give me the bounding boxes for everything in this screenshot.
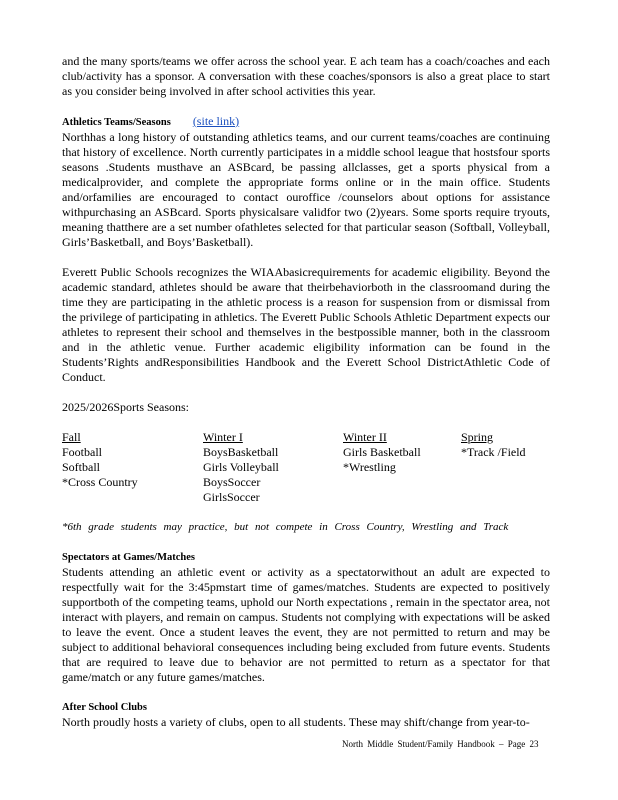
season-column-fall bbox=[62, 430, 203, 505]
sports-seasons-table bbox=[62, 430, 550, 505]
sport-item: Softball bbox=[62, 460, 100, 474]
spectators-heading: Spectators at Games/Matches bbox=[62, 552, 195, 563]
season-column-winter-2 bbox=[343, 430, 461, 505]
sport-item: *Wrestling bbox=[343, 460, 396, 474]
clubs-paragraph: North proudly hosts a variety of clubs, open to all students. These may shift/change from year-to- bbox=[62, 715, 530, 729]
sports-seasons-title: 2025/2026Sports Seasons: bbox=[62, 400, 190, 414]
handbook-page bbox=[62, 54, 550, 730]
athletics-site-link[interactable]: (site link) bbox=[192, 114, 240, 128]
season-name: Winter II bbox=[343, 430, 387, 444]
sixth-grade-note: *6th grade students may practice, but not compete in Cross Country, Wrestling and Track bbox=[62, 521, 509, 533]
sport-item: GirlsSoccer bbox=[203, 490, 260, 504]
sport-item: Girls Basketball bbox=[343, 445, 421, 459]
season-name: Spring bbox=[461, 430, 494, 444]
sport-item: Girls Volleyball bbox=[203, 460, 279, 474]
sport-item: Football bbox=[62, 445, 103, 459]
page-footer: North Middle Student/Family Handbook – Page 23 bbox=[342, 739, 539, 749]
sport-item: BoysSoccer bbox=[203, 475, 261, 489]
season-name: Winter I bbox=[203, 430, 243, 444]
season-column-winter-1 bbox=[203, 430, 343, 505]
sport-item: *Cross Country bbox=[62, 475, 138, 489]
athletics-heading: Athletics Teams/Seasons bbox=[62, 117, 171, 128]
athletics-heading-row bbox=[62, 114, 550, 130]
sport-item: BoysBasketball bbox=[203, 445, 279, 459]
sport-item: *Track /Field bbox=[461, 445, 526, 459]
spectators-paragraph: Students attending an athletic event or activity as a spectatorwithout an adult are expected to respectfully wait for the 3:45pmstart time of games/matches. Students are expected to positively supportboth of the competing teams, uphold our North expectations , remain in the spectator area, not interact with players, and remain on campus. Students not complying with expectations will be asked to leave the event. Once a student leaves the event, they are not permitted to return and may be subject to additional behavioral consequences including being excluded from future events. Students that are required to leave due to behavior are not permitted to return as a spectator for that game/match or any future games/matches. bbox=[62, 565, 550, 684]
clubs-heading: After School Clubs bbox=[62, 702, 147, 713]
athletics-paragraph-1: Northhas a long history of outstanding athletics teams, and our current teams/coaches are continuing that history of excellence. North currently participates in a middle school league that hostsfour sports seasons .Students musthave an ASBcard, be passing allclasses, get a sports physical from a medicalprovider, and complete the appropriate forms online or in the main office. Students and/orfamilies are encouraged to contact ouroffice /counselors about options for assistance withpurchasing an ASBcard. Sports physicalsare validfor two (2)years. Some sports require tryouts, meaning thatthere are a set number ofathletes selected for that particular season (Softball, Volleyball, Girls’Basketball, and Boys’Basketball). bbox=[62, 130, 550, 249]
season-column-spring bbox=[461, 430, 550, 505]
intro-paragraph: and the many sports/teams we offer across the school year. E ach team has a coach/coaches and each club/activity has a sponsor. A conversation with these coaches/sponsors is also a great place to start as you consider being involved in after school activities this year. bbox=[62, 54, 550, 98]
athletics-paragraph-2: Everett Public Schools recognizes the WIAAbasicrequirements for academic eligibility. Beyond the academic standard, athletes should be aware that theirbehaviorboth in the classroomand during the time they are participating in the athletic process is a reason for suspension from or dismissal from the privilege of participating in athletics. The Everett Public Schools Athletic Department expects our athletes to represent their school and themselves in the bestpossible manner, both in the classroom and in the athletic venue. Further academic eligibility information can be found in the Students’Rights andResponsibilities Handbook and the Everett School DistrictAthletic Code of Conduct. bbox=[62, 265, 550, 384]
season-name: Fall bbox=[62, 430, 81, 444]
